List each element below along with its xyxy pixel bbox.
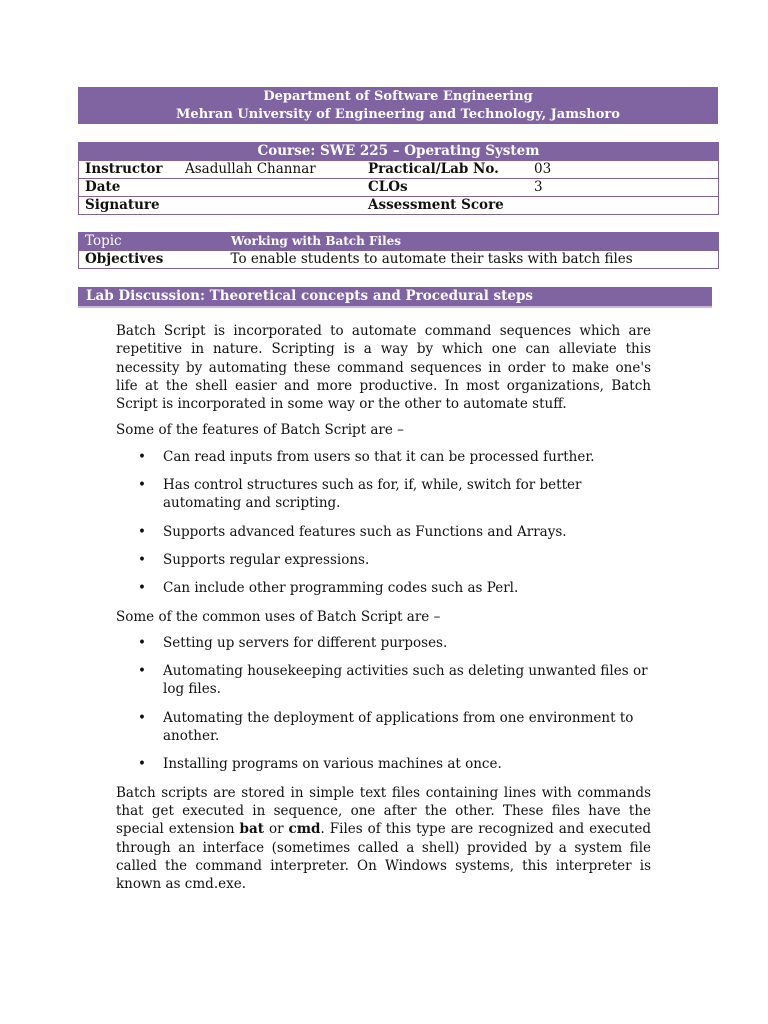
bullet-icon: • [138, 523, 146, 540]
bullet-icon: • [138, 580, 146, 597]
bullet-icon: • [138, 477, 146, 494]
bullet-icon: • [138, 634, 146, 651]
lab-number-value: 03 [528, 161, 719, 179]
objectives-value: To enable students to automate their tasks with batch files [225, 251, 719, 269]
cmd-extension: cmd [288, 821, 321, 838]
bullet-icon: • [138, 756, 146, 773]
clos-value: 3 [528, 179, 719, 197]
list-item: • Supports regular expressions. [138, 551, 370, 568]
assessment-score-label: Assessment Score [368, 197, 504, 213]
closing-paragraph: Batch scripts are stored in simple text files containing lines with commands that get executed in sequence, one after the other. These files have the special extension bat or cmd. Files of this type are recognized and executed through an interface (sometimes called a shell) provided by a system file called the command interpreter. On Windows systems, this interpreter is known as cmd.exe. [116, 784, 651, 893]
department-title: Department of Software Engineering [263, 89, 533, 104]
list-item: • Automating housekeeping activities such as deleting unwanted files or log files. [138, 663, 648, 698]
list-item: • Has control structures such as for, if, while, switch for better automating and scripting. [138, 477, 582, 512]
lab-number-label: Practical/Lab No. [368, 161, 499, 177]
list-item: • Supports advanced features such as Functions and Arrays. [138, 523, 567, 540]
bullet-icon: • [138, 551, 146, 568]
bullet-icon: • [138, 663, 146, 680]
document-header [78, 87, 718, 124]
list-item: • Can read inputs from users so that it can be processed further. [138, 448, 595, 465]
list-item: • Can include other programming codes such as Perl. [138, 580, 519, 597]
bullet-icon: • [138, 448, 146, 465]
instructor-label: Instructor [79, 161, 180, 179]
bullet-icon: • [138, 709, 146, 726]
instructor-value: Asadullah Channar [185, 161, 316, 177]
course-title: Course: SWE 225 – Operating System [79, 143, 719, 161]
topic-label: Topic [79, 233, 225, 251]
features-heading: Some of the features of Batch Script are – [116, 422, 404, 439]
university-title: Mehran University of Engineering and Technology, Jamshoro [176, 107, 620, 122]
lab-discussion-body [116, 322, 651, 901]
intro-paragraph: Batch Script is incorporated to automate command sequences which are repetitive in nature. Scripting is a way by which one can alleviate this necessity by automating these command sequences in order to make one's life at the shell easier and more productive. In most organizations, Batch Script is incorporated in some way or the other to automate stuff. [116, 323, 651, 413]
clos-label: CLOs [368, 179, 408, 195]
list-item: • Installing programs on various machines at once. [138, 756, 502, 773]
signature-value [179, 197, 362, 215]
topic-table [78, 232, 719, 269]
objectives-label: Objectives [79, 251, 225, 269]
date-value [179, 179, 362, 197]
signature-label: Signature [79, 197, 180, 215]
assessment-score-value [528, 197, 719, 215]
uses-heading: Some of the common uses of Batch Script are – [116, 608, 441, 625]
list-item: • Automating the deployment of applications from one environment to another. [138, 709, 634, 745]
list-item: • Setting up servers for different purposes. [138, 634, 448, 651]
features-list [116, 448, 651, 598]
bat-extension: bat [239, 821, 264, 838]
course-info-table [78, 142, 719, 215]
topic-value: Working with Batch Files [225, 233, 719, 251]
section-heading: Lab Discussion: Theoretical concepts and Procedural steps [78, 287, 712, 308]
uses-list [116, 634, 651, 774]
date-label: Date [79, 179, 180, 197]
